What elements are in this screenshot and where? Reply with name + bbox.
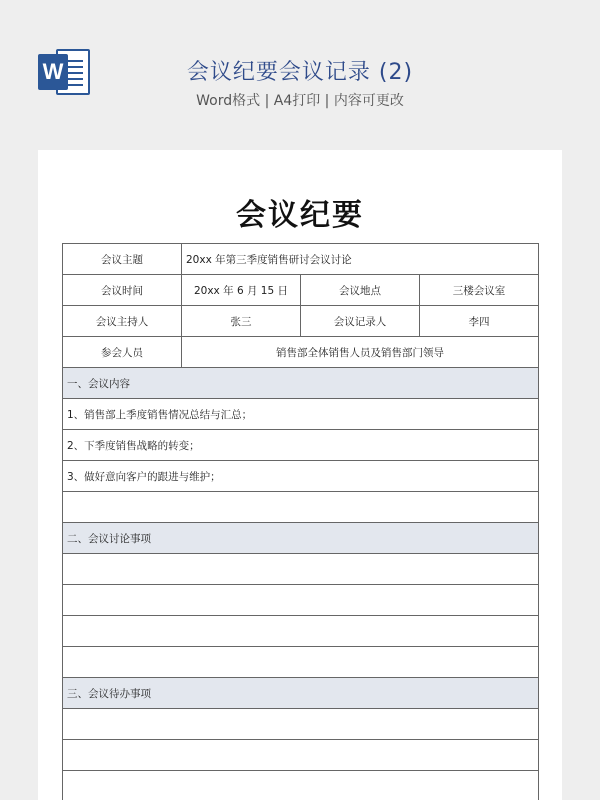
banner-subtitle: Word格式 | A4打印 | 内容可更改 [196, 93, 404, 109]
section-header-row [63, 678, 539, 709]
document-sheet [38, 150, 562, 800]
table-row [63, 616, 539, 647]
section1-item: 2、下季度销售战略的转变； [63, 430, 539, 461]
time-value: 20xx 年 6 月 15 日 [182, 275, 301, 306]
word-badge: W [38, 54, 68, 90]
table-row [63, 647, 539, 678]
section-header-row [63, 368, 539, 399]
attendees-label: 参会人员 [63, 337, 182, 368]
table-row [63, 709, 539, 740]
table-row [63, 430, 539, 461]
table-row [63, 771, 539, 800]
section1-item: 1、销售部上季度销售情况总结与汇总； [63, 399, 539, 430]
attendees-value: 销售部全体销售人员及销售部门领导 [182, 337, 539, 368]
host-label: 会议主持人 [63, 306, 182, 337]
blank-cell [63, 616, 539, 647]
table-row [63, 399, 539, 430]
section2-title: 二、会议讨论事项 [63, 523, 539, 554]
section1-item: 3、做好意向客户的跟进与维护； [63, 461, 539, 492]
recorder-value: 李四 [420, 306, 539, 337]
host-value: 张三 [182, 306, 301, 337]
location-label: 会议地点 [301, 275, 420, 306]
table-row [63, 461, 539, 492]
table-row [63, 585, 539, 616]
blank-cell [63, 740, 539, 771]
blank-cell [63, 709, 539, 740]
banner-title: 会议纪要会议记录 (2) [186, 60, 414, 85]
minutes-table [62, 243, 539, 800]
table-row [63, 740, 539, 771]
table-row [63, 492, 539, 523]
blank-cell [63, 771, 539, 800]
table-row [63, 306, 539, 337]
section3-title: 三、会议待办事项 [63, 678, 539, 709]
table-row [63, 554, 539, 585]
topic-value: 20xx 年第三季度销售研讨会议讨论 [182, 244, 539, 275]
table-row [63, 337, 539, 368]
blank-cell [63, 647, 539, 678]
blank-cell [63, 585, 539, 616]
blank-cell [63, 554, 539, 585]
blank-cell [63, 492, 539, 523]
topic-label: 会议主题 [63, 244, 182, 275]
table-row [63, 244, 539, 275]
section-header-row [63, 523, 539, 554]
table-row [63, 275, 539, 306]
document-title: 会议纪要 [236, 198, 364, 233]
recorder-label: 会议记录人 [301, 306, 420, 337]
location-value: 三楼会议室 [420, 275, 539, 306]
time-label: 会议时间 [63, 275, 182, 306]
section1-title: 一、会议内容 [63, 368, 539, 399]
